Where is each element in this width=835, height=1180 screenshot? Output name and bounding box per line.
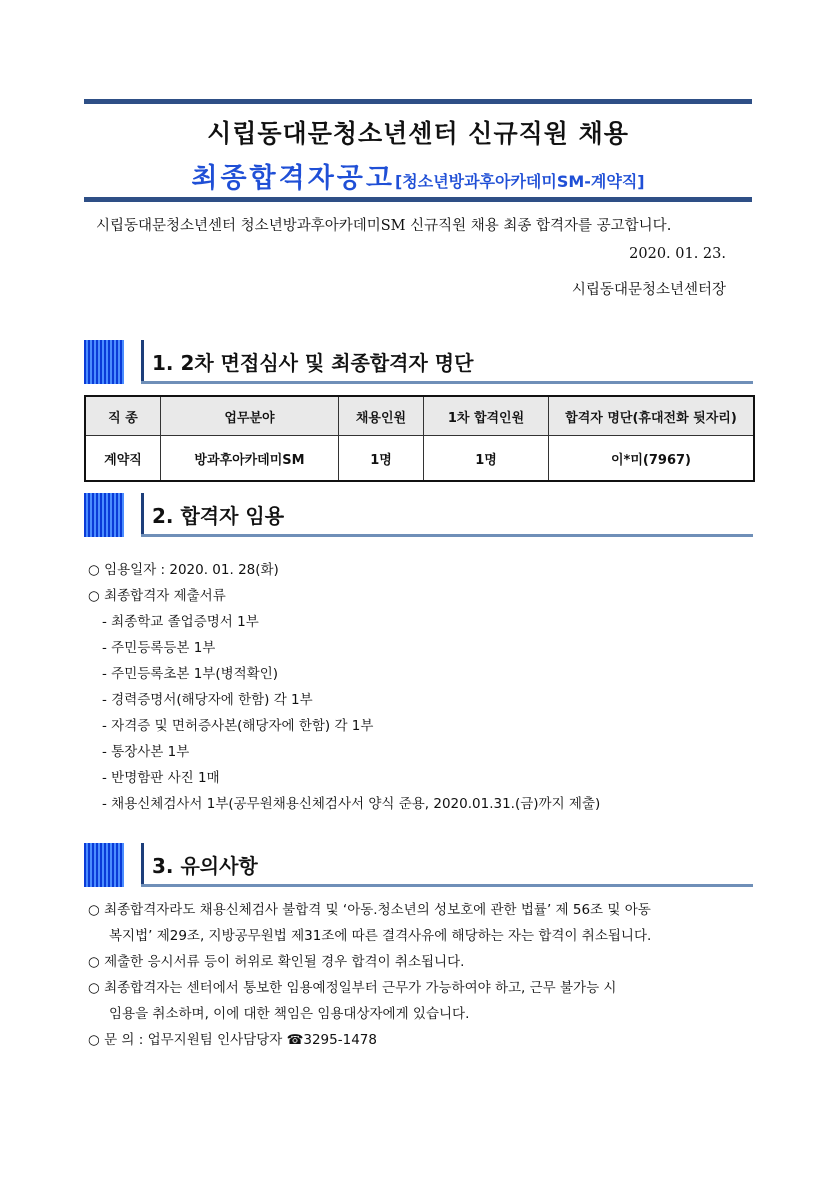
list-item: - 자격증 및 면허증사본(해당자에 한함) 각 1부	[102, 718, 374, 734]
section-2-title: 2. 합격자 임용	[152, 504, 285, 528]
header-passers: 합격자 명단(휴대전화 뒷자리)	[549, 396, 755, 436]
result-table	[84, 395, 755, 482]
header-field: 업무분야	[161, 396, 339, 436]
title-sub: [청소년방과후아카데미SM-계약직]	[394, 172, 645, 191]
issuer: 시립동대문청소년센터장	[571, 282, 726, 298]
table-header-row	[85, 396, 754, 436]
header-bottom-rule	[84, 197, 752, 202]
list-item: - 주민등록초본 1부(병적확인)	[102, 666, 279, 682]
section-3-title: 3. 유의사항	[152, 854, 258, 878]
section-divider	[141, 493, 144, 537]
cell-job-type: 계약직	[85, 436, 161, 482]
contact-line: ○ 문 의 : 업무지원팀 인사담당자 ☎3295-1478	[88, 1032, 377, 1048]
notice-date: 2020. 01. 23.	[629, 246, 726, 262]
section-marker	[84, 340, 124, 384]
list-item: ○ 최종합격자 제출서류	[88, 588, 226, 604]
section-divider	[141, 843, 144, 887]
note-line: 임용을 취소하며, 이에 대한 책임은 임용대상자에게 있습니다.	[109, 1006, 470, 1022]
note-line: ○ 제출한 응시서류 등이 허위로 확인될 경우 합격이 취소됩니다.	[88, 954, 465, 970]
cell-hires: 1명	[339, 436, 424, 482]
page-title: 시립동대문청소년센터 신규직원 채용	[207, 119, 629, 148]
page-subtitle	[84, 156, 752, 195]
header-top-rule	[84, 99, 752, 104]
cell-first-pass: 1명	[424, 436, 549, 482]
header-job-type: 직 종	[85, 396, 161, 436]
note-line: ○ 최종합격자라도 채용신체검사 불합격 및 ‘아동.청소년의 성보호에 관한 법률’ 제 56조 및 아동	[88, 902, 651, 918]
table-row	[85, 436, 754, 482]
list-item: - 경력증명서(해당자에 한함) 각 1부	[102, 692, 313, 708]
section-2-header	[84, 493, 753, 537]
header-first-pass: 1차 합격인원	[424, 396, 549, 436]
note-line: 복지법’ 제29조, 지방공무원법 제31조에 따른 결격사유에 해당하는 자는 합격이 취소됩니다.	[109, 928, 652, 944]
cell-field: 방과후아카데미SM	[161, 436, 339, 482]
header-hires: 채용인원	[339, 396, 424, 436]
notes-list	[88, 897, 651, 1053]
list-item: - 주민등록등본 1부	[102, 640, 216, 656]
section-1-title: 1. 2차 면접심사 및 최종합격자 명단	[152, 351, 474, 375]
section-underline	[141, 884, 753, 887]
note-line: ○ 최종합격자는 센터에서 통보한 임용예정일부터 근무가 가능하여야 하고, 근무 불가능 시	[88, 980, 617, 996]
section-marker	[84, 493, 124, 537]
title-main: 최종합격자공고	[191, 163, 395, 194]
section-marker	[84, 843, 124, 887]
section-1-header	[84, 340, 753, 384]
section-underline	[141, 534, 753, 537]
list-item: - 통장사본 1부	[102, 744, 190, 760]
list-item: ○ 임용일자 : 2020. 01. 28(화)	[88, 562, 279, 578]
appointment-list	[88, 557, 600, 817]
section-3-header	[84, 843, 753, 887]
list-item: - 채용신체검사서 1부(공무원채용신체검사서 양식 준용, 2020.01.31.(금)까지 제출)	[102, 796, 601, 812]
section-divider	[141, 340, 144, 384]
list-item: - 반명함판 사진 1매	[102, 770, 220, 786]
intro-text: 시립동대문청소년센터 청소년방과후아카데미SM 신규직원 채용 최종 합격자를 공고합니다.	[96, 218, 672, 234]
cell-passers: 이*미(7967)	[549, 436, 755, 482]
section-underline	[141, 381, 753, 384]
list-item: - 최종학교 졸업증명서 1부	[102, 614, 259, 630]
